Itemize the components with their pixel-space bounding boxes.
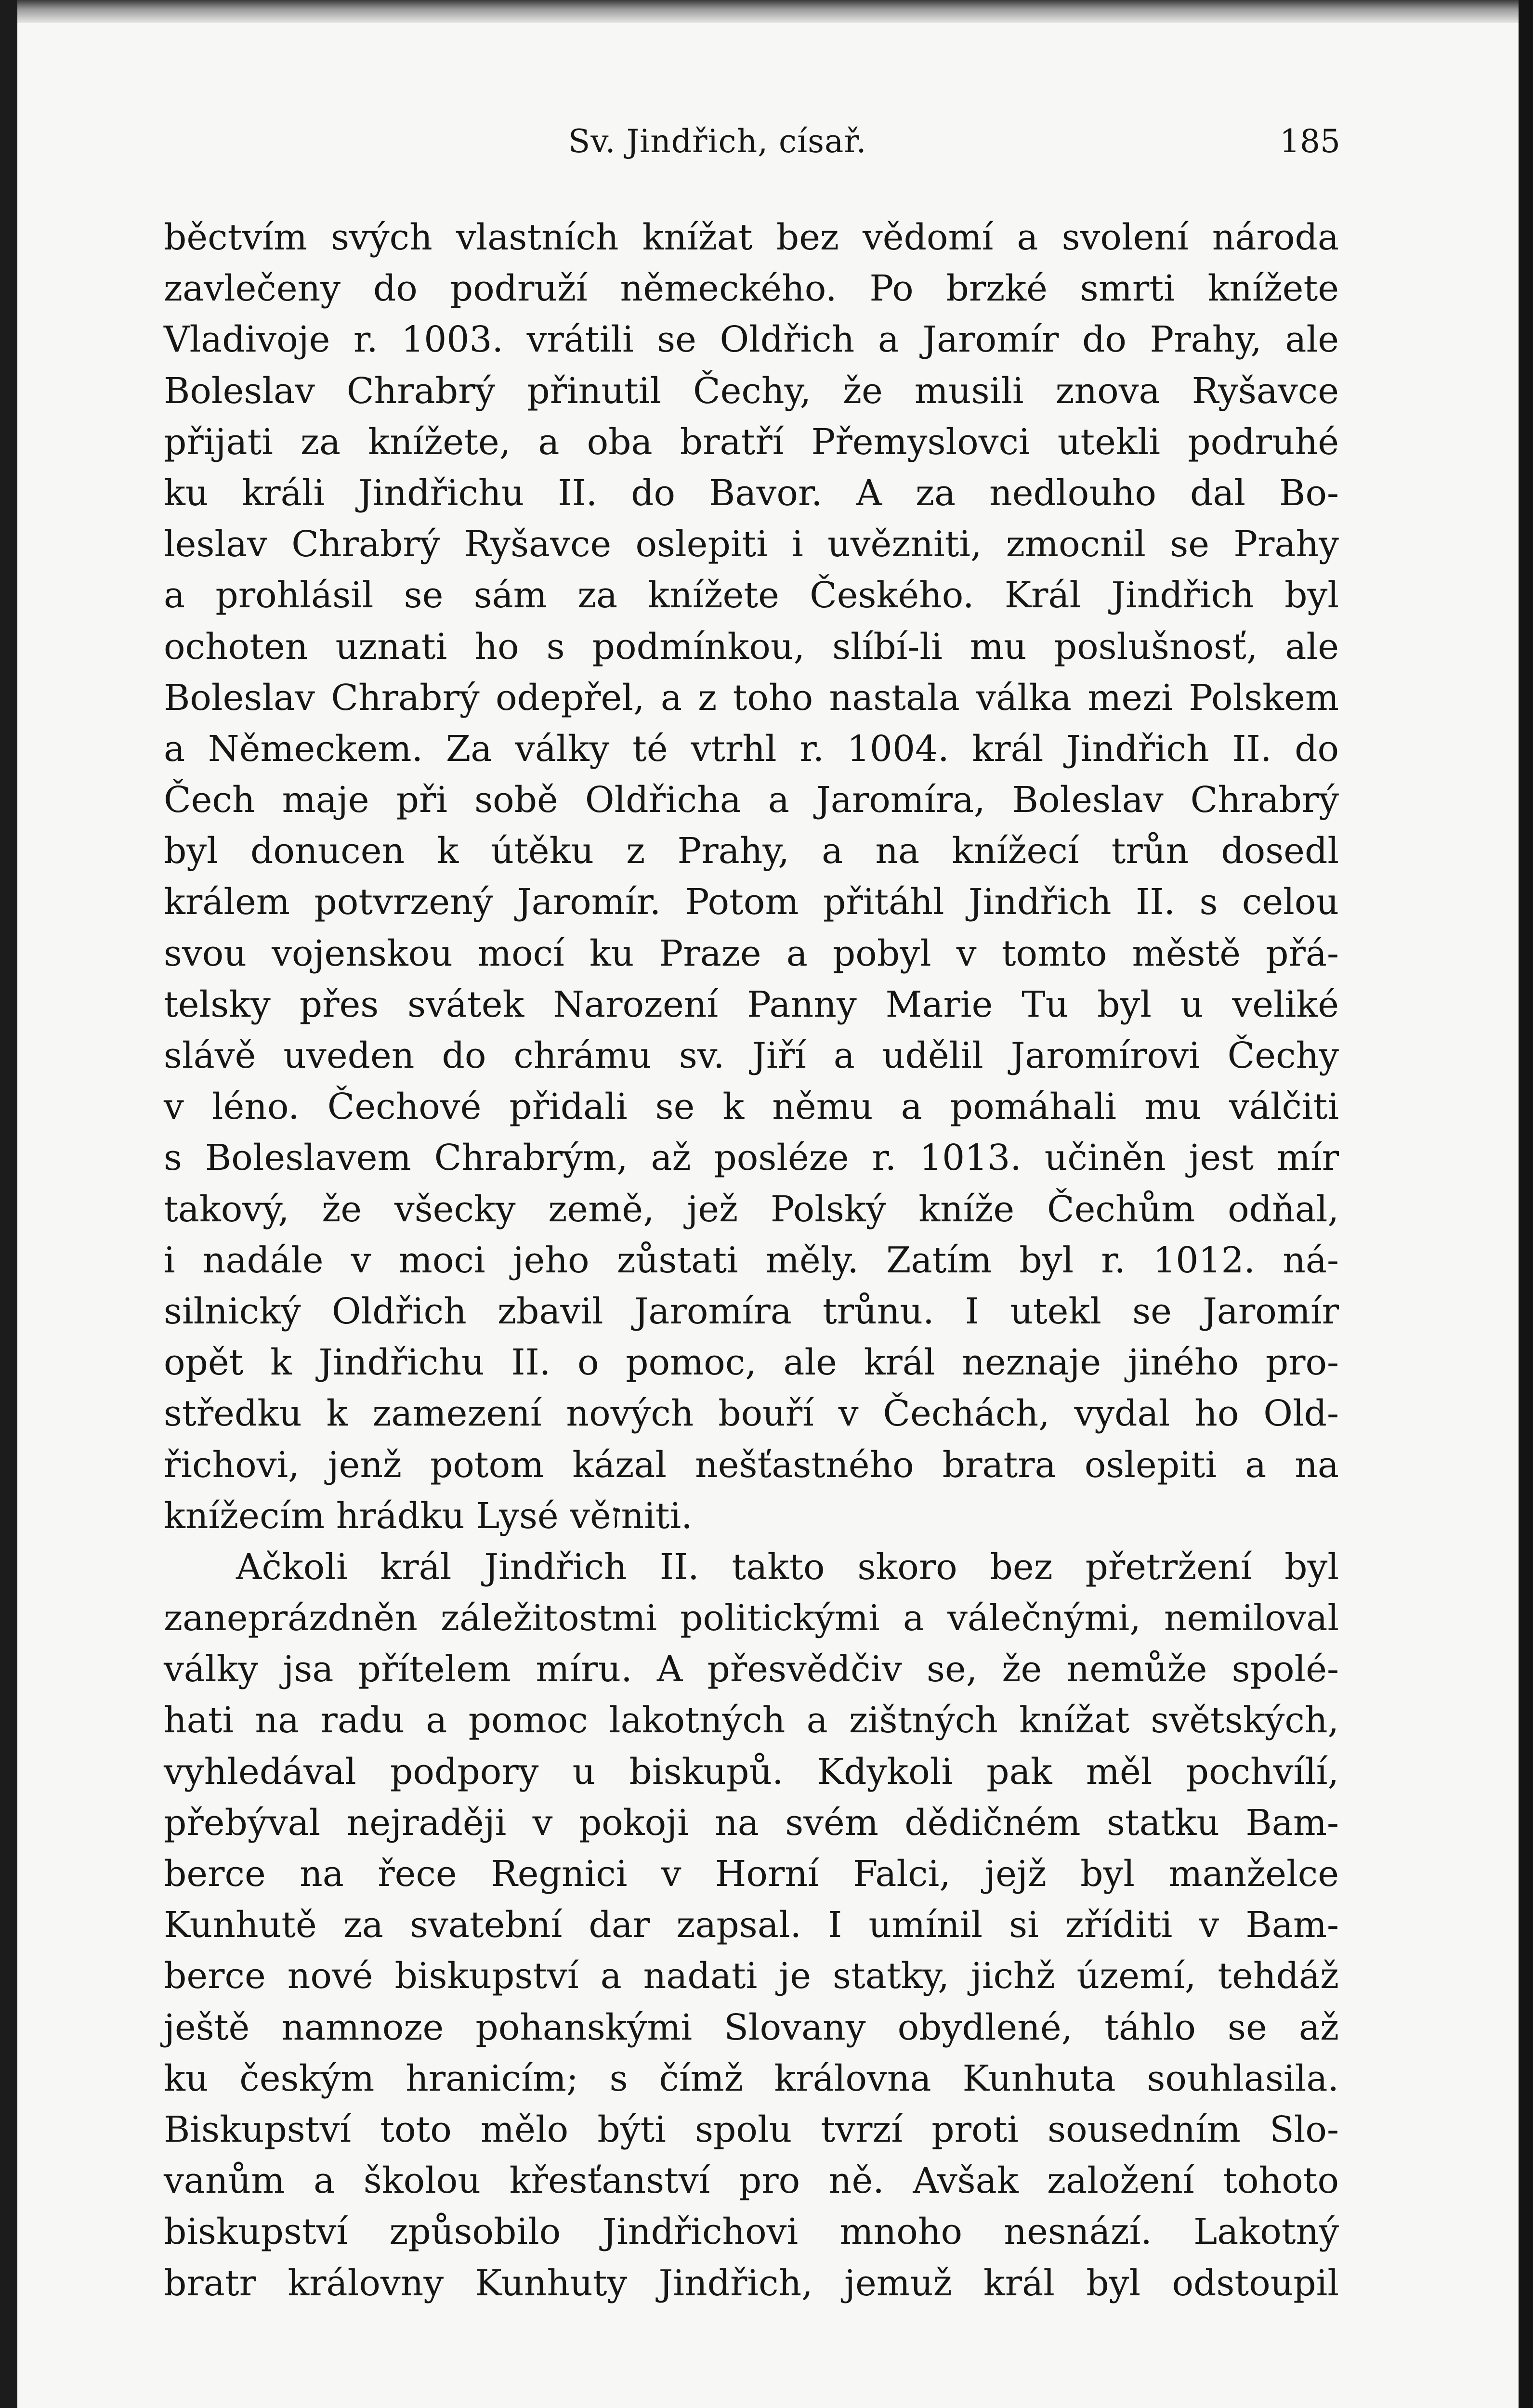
text-line: přijati za knížete, a oba bratří Přemyslovci utekli podruhé <box>164 421 1339 463</box>
text-line: telsky přes svátek Narození Panny Marie Tu byl u veliké <box>164 983 1339 1025</box>
text-line: Biskupství toto mělo býti spolu tvrzí proti sousedním Slo- <box>164 2108 1339 2150</box>
running-head: Sv. Jindřich, císař. <box>568 123 867 160</box>
scan-border-top <box>0 0 1533 23</box>
text-line: slávě uveden do chrámu sv. Jiří a udělil Jaromírovi Čechy <box>164 1035 1339 1076</box>
text-line: vanům a školou křesťanství pro ně. Avšak založení tohoto <box>164 2160 1339 2202</box>
text-line: ještě namnoze pohanskými Slovany obydlené, táhlo se až <box>164 2006 1339 2048</box>
text-line: hati na radu a pomoc lakotných a zištných knížat světských, <box>164 1700 1339 1741</box>
text-line: Boleslav Chrabrý přinutil Čechy, že musili znova Ryšavce <box>164 370 1339 412</box>
text-line: svou vojenskou mocí ku Praze a pobyl v tomto městě přá- <box>164 932 1339 974</box>
text-line: ku českým hranicím; s čímž královna Kunhuta souhlasila. <box>164 2057 1339 2099</box>
text-line: berce nové biskupství a nadati je statky, jichž území, tehdáž <box>164 1955 1339 1997</box>
paragraph-end-line: knížecím hrádku Lysé věזniti. <box>164 1495 693 1537</box>
text-line: ochoten uznati ho s podmínkou, slíbí-li mu poslušnosť, ale <box>164 626 1339 667</box>
text-line: Vladivoje r. 1003. vrátili se Oldřich a Jaromír do Prahy, ale <box>164 319 1339 361</box>
text-line: ku králi Jindřichu II. do Bavor. A za nedlouho dal Bo- <box>164 472 1339 514</box>
body-text <box>164 212 1339 2309</box>
text-line: v léno. Čechové přidali se k němu a pomáhali mu válčiti <box>164 1086 1339 1128</box>
text-line: vyhledával podpory u biskupů. Kdykoli pak měl pochvílí, <box>164 1751 1339 1793</box>
text-line: zaneprázdněn záležitostmi politickými a válečnými, nemiloval <box>164 1597 1339 1639</box>
text-line: i nadále v moci jeho zůstati měly. Zatím byl r. 1012. ná- <box>164 1239 1339 1281</box>
text-line: opět k Jindřichu II. o pomoc, ale král neznaje jiného pro- <box>164 1342 1339 1384</box>
text-line: takový, že všecky země, jež Polský kníže Čechům odňal, <box>164 1188 1339 1230</box>
text-line: přebýval nejraději v pokoji na svém dědičném statku Bam- <box>164 1802 1339 1844</box>
page-number: 185 <box>1280 123 1340 160</box>
text-line: biskupství způsobilo Jindřichovi mnoho nesnází. Lakotný <box>164 2211 1339 2253</box>
text-line: Čech maje při sobě Oldřicha a Jaromíra, Boleslav Chrabrý <box>164 779 1339 821</box>
text-line: války jsa přítelem míru. A přesvědčiv se, že nemůže spolé- <box>164 1649 1339 1690</box>
text-line: Boleslav Chrabrý odepřel, a z toho nastala válka mezi Polskem <box>164 677 1339 719</box>
scan-border-left <box>0 0 17 2408</box>
text-line: králem potvrzený Jaromír. Potom přitáhl Jindřich II. s celou <box>164 881 1339 923</box>
text-line: berce na řece Regnici v Horní Falci, jejž byl manželce <box>164 1853 1339 1895</box>
text-line: a Německem. Za války té vtrhl r. 1004. král Jindřich II. do <box>164 728 1339 770</box>
text-line: leslav Chrabrý Ryšavce oslepiti i uvězniti, zmocnil se Prahy <box>164 523 1339 565</box>
text-line: středku k zamezení nových bouří v Čechách, vydal ho Old- <box>164 1393 1339 1435</box>
text-line: byl donucen k útěku z Prahy, a na knížecí trůn dosedl <box>164 830 1339 872</box>
text-line: Kunhutě za svatební dar zapsal. I umínil si zříditi v Bam- <box>164 1904 1339 1946</box>
scan-border-right <box>1519 0 1533 2408</box>
paragraph-start-line: Ačkoli král Jindřich II. takto skoro bez přetržení byl <box>236 1546 1339 1588</box>
text-line: a prohlásil se sám za knížete Českého. Král Jindřich byl <box>164 575 1339 616</box>
text-line: běctvím svých vlastních knížat bez vědomí a svolení národa <box>164 217 1339 258</box>
text-line: bratr královny Kunhuty Jindřich, jemuž král byl odstoupil <box>164 2262 1339 2304</box>
text-line: silnický Oldřich zbavil Jaromíra trůnu. I utekl se Jaromír <box>164 1290 1339 1332</box>
text-line: zavlečeny do podruží německého. Po brzké smrti knížete <box>164 268 1339 310</box>
text-line: řichovi, jenž potom kázal nešťastného bratra oslepiti a na <box>164 1444 1339 1486</box>
text-line: s Boleslavem Chrabrým, až posléze r. 1013. učiněn jest mír <box>164 1137 1339 1179</box>
